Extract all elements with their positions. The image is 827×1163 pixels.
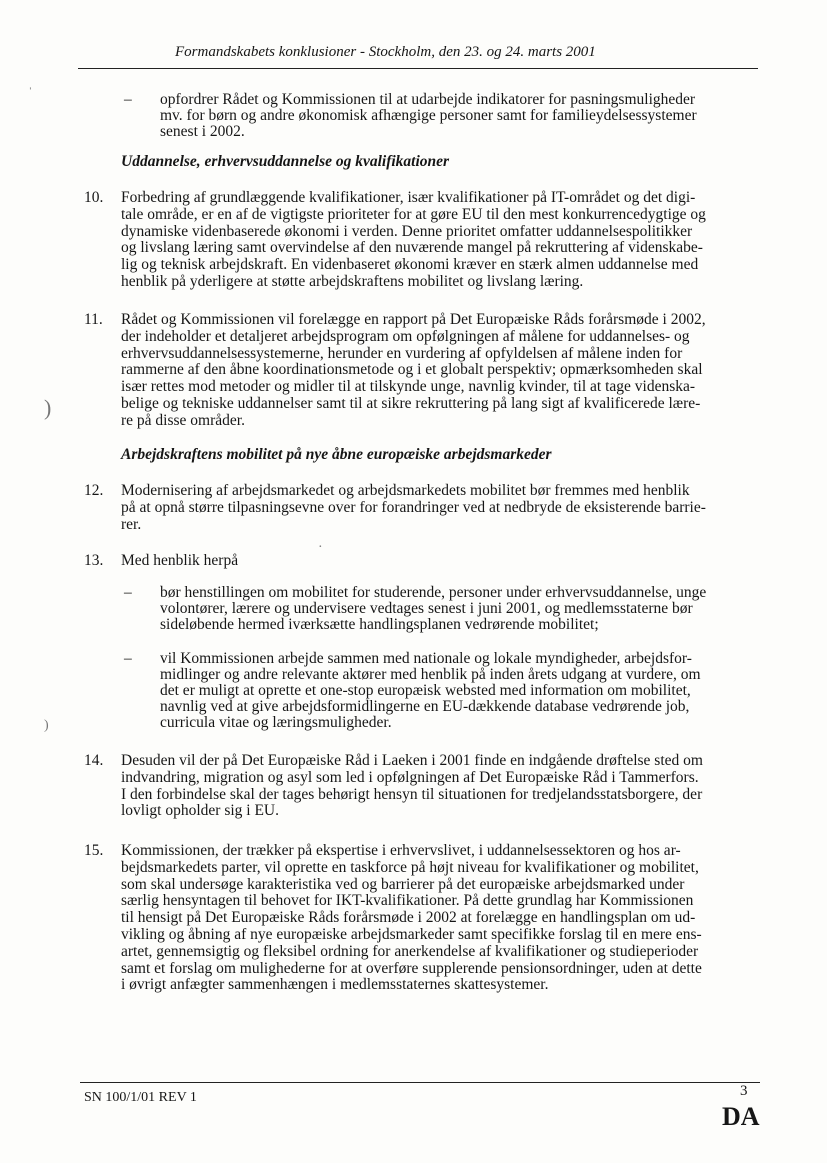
- paragraph-number: 13.: [84, 552, 104, 569]
- text-line: på at opnå større tilpasningsevne over for forandringer ved at nedbryde de eksisterende barrie-: [121, 498, 706, 516]
- dash-text: [160, 585, 760, 633]
- text-line: lovligt opholder sig i EU.: [121, 802, 280, 820]
- language-code: DA: [722, 1102, 760, 1131]
- text-line: dynamiske videnbaserede økonomi i verden. Denne prioritet omfatter uddannelsespolitikker: [121, 222, 693, 240]
- text-line: lig og teknisk arbejdskraft. En videnbaseret økonomi kræver en stærk almen uddannelse med: [121, 256, 699, 274]
- text-line: sideløbende hermed iværksætte handlingsplanen vedrørende mobilitet;: [160, 616, 599, 633]
- text-line: Rådet og Kommissionen vil forelægge en rapport på Det Europæiske Råds forårsmøde i 2002,: [121, 311, 706, 328]
- text-line: bejdsmarkedets parter, vil oprette en taskforce på højt niveau for kvalifikationer og mobilitet,: [121, 858, 699, 876]
- paragraph-text: [121, 312, 756, 430]
- text-line: mv. for børn og andre økonomisk afhængige personer samt for familieydelsessystemer: [160, 107, 697, 124]
- paragraph-text: [121, 483, 756, 533]
- paragraph-text: [121, 843, 756, 994]
- text-line: rer.: [121, 515, 142, 533]
- text-line: navnlig ved at give arbejdsformidlingerne en EU-dækkende database vedrørende job,: [160, 698, 690, 715]
- scan-speck: ): [44, 395, 52, 420]
- text-line: der indeholder et detaljeret arbejdsprogram om opfølgningen af målene for uddannelses- og: [121, 327, 690, 345]
- text-line: vil Kommissionen arbejde sammen med nationale og lokale myndigheder, arbejdsfor-: [160, 650, 692, 667]
- dash-mark: –: [124, 650, 132, 667]
- dash-text: [160, 651, 760, 731]
- paragraph-text: [121, 553, 756, 570]
- dash-mark: –: [124, 91, 132, 108]
- text-line: tale område, er en af de vigtigste prioriteter for at gøre EU til den mest konkurrencedygtige og: [121, 205, 706, 223]
- text-line: artet, gennemsigtig og fleksibel ordning for anerkendelse af kvalifikationer og studieperioder: [121, 942, 699, 960]
- text-line: rammerne af den åbne koordinationsmetode og i et globalt perspektiv; opmærksomheden skal: [121, 361, 703, 379]
- paragraph-number: 15.: [84, 842, 104, 859]
- page-number: 3: [740, 1083, 748, 1099]
- text-line: re på disse områder.: [121, 411, 245, 429]
- text-line: særlig hensyntagen til behovet for IKT-kvalifikationer. På dette grundlag har Kommissionen: [121, 892, 694, 910]
- paragraph-number: 14.: [84, 752, 104, 769]
- text-line: volontører, lærere og undervisere vedtages senest i juni 2001, og medlemsstaterne bør: [160, 600, 693, 617]
- text-line: midlinger og andre relevante aktører med henblik på inden årets udgang at vurdere, om: [160, 666, 701, 683]
- text-line: til hensigt på Det Europæiske Råds forårsmøde i 2002 at forelægge en handlingsplan om ud-: [121, 909, 696, 927]
- running-header: Formandskabets konklusioner - Stockholm, den 23. og 24. marts 2001: [175, 44, 596, 60]
- text-line: curricula vitae og læringsmuligheder.: [160, 714, 392, 731]
- text-line: Modernisering af arbejdsmarkedet og arbejdsmarkedets mobilitet bør fremmes med henblik: [121, 482, 690, 499]
- paragraph-number: 12.: [84, 482, 104, 499]
- text-line: Med henblik herpå: [121, 552, 239, 569]
- dash-mark: –: [124, 584, 132, 601]
- document-code: SN 100/1/01 REV 1: [84, 1090, 197, 1105]
- text-line: indvandring, migration og asyl som led i opfølgningen af Det Europæiske Råd i Tammerfors.: [121, 768, 699, 786]
- text-line: belige og tekniske uddannelser samt til at sikre rekruttering på lang sigt af kvalificerede lære-: [121, 394, 701, 412]
- section-heading-education: Uddannelse, erhvervsuddannelse og kvalifikationer: [121, 153, 450, 170]
- text-line: vikling og åbning af nye europæiske arbejdsmarkeder samt specifikke forslag til en mere ens-: [121, 925, 702, 943]
- text-line: erhvervsuddannelsessystemerne, herunder en vurdering af opfyldelsen af målene inden for: [121, 344, 683, 362]
- text-line: samt et forslag om mulighederne for at overføre supplerende pensionsordninger, uden at dette: [121, 959, 702, 977]
- footer-rule: [80, 1082, 760, 1083]
- text-line: senest i 2002.: [160, 123, 245, 140]
- text-line: bør henstillingen om mobilitet for studerende, personer under erhvervsuddannelse, unge: [160, 584, 707, 601]
- text-line: I den forbindelse skal der tages behørigt hensyn til situationen for tredjelandsstatsborgere, der: [121, 785, 703, 803]
- scan-speck: ˈ: [28, 86, 33, 101]
- scan-speck: ): [44, 718, 49, 733]
- header-rule: [78, 68, 758, 69]
- text-line: henblik på yderligere at støtte arbejdskraftens mobilitet og livslang læring.: [121, 272, 584, 290]
- paragraph-number: 10.: [84, 189, 104, 206]
- dash-text: [160, 92, 760, 140]
- text-line: Forbedring af grundlæggende kvalifikationer, især kvalifikationer på IT-området og det digi-: [121, 189, 696, 206]
- text-line: opfordrer Rådet og Kommissionen til at udarbejde indikatorer for pasningsmuligheder: [160, 91, 696, 108]
- paragraph-text: [121, 753, 756, 820]
- paragraph-number: 11.: [84, 311, 103, 328]
- text-line: især rettes mod metoder og midler til at tilskynde unge, navnlig kvinder, til at tage videnska-: [121, 378, 696, 396]
- text-line: som skal undersøge karakteristika ved og barrierer på det europæiske arbejdsmarked under: [121, 875, 685, 893]
- text-line: i øvrigt anfægter sammenhængen i medlemsstaternes skattesystemer.: [121, 976, 549, 994]
- scan-speck: ·: [318, 540, 323, 555]
- text-line: og livslang læring samt overvindelse af den nuværende mangel på rekruttering af videnskabe-: [121, 239, 703, 257]
- paragraph-text: [121, 190, 756, 291]
- text-line: Kommissionen, der trækker på ekspertise i erhvervslivet, i uddannelsessektoren og hos ar-: [121, 842, 681, 859]
- text-line: Desuden vil der på Det Europæiske Råd i Laeken i 2001 finde en indgående drøftelse sted om: [121, 752, 703, 769]
- text-line: det er muligt at oprette et one-stop europæisk websted med information om mobilitet,: [160, 682, 691, 699]
- section-heading-mobility: Arbejdskraftens mobilitet på nye åbne europæiske arbejdsmarkeder: [121, 446, 552, 463]
